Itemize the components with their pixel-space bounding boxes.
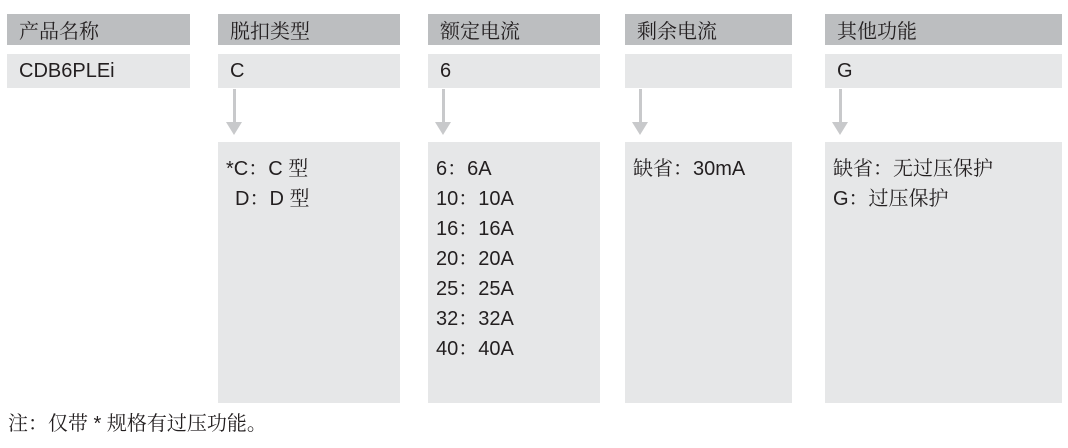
arrow-shaft xyxy=(442,89,445,122)
arrow-head xyxy=(226,122,242,135)
options-box-other-functions xyxy=(825,142,1062,403)
option-item: 6：6A xyxy=(436,158,492,180)
header-cell-residual-current xyxy=(625,14,792,45)
option-item: 40：40A xyxy=(436,338,514,360)
header-label-product-name: 产品名称 xyxy=(19,21,99,43)
down-arrow-icon xyxy=(832,89,848,135)
value-cell-product-name xyxy=(7,54,190,88)
option-item: 10：10A xyxy=(436,188,514,210)
value-other-functions: G xyxy=(837,59,853,82)
footnote: 注：仅带 * 规格有过压功能。 xyxy=(8,413,267,435)
arrow-head xyxy=(632,122,648,135)
value-trip-type: C xyxy=(230,59,245,82)
header-label-trip-type: 脱扣类型 xyxy=(230,21,310,43)
header-cell-product-name xyxy=(7,14,190,45)
value-cell-other-functions xyxy=(825,54,1062,88)
header-label-rated-current: 额定电流 xyxy=(440,21,520,43)
header-cell-rated-current xyxy=(428,14,600,45)
options-box-trip-type xyxy=(218,142,400,403)
arrow-head xyxy=(435,122,451,135)
value-rated-current: 6 xyxy=(440,59,452,82)
option-item: D：D 型 xyxy=(235,188,310,210)
option-item: 缺省：无过压保护 xyxy=(833,158,993,180)
value-cell-rated-current xyxy=(428,54,600,88)
arrow-shaft xyxy=(839,89,842,122)
value-cell-residual-current xyxy=(625,54,792,88)
value-cell-trip-type xyxy=(218,54,400,88)
option-item: 缺省：30mA xyxy=(633,158,746,180)
header-cell-trip-type xyxy=(218,14,400,45)
options-box-rated-current xyxy=(428,142,600,403)
arrow-shaft xyxy=(639,89,642,122)
option-item: G：过压保护 xyxy=(833,188,949,210)
arrow-head xyxy=(832,122,848,135)
option-item: 20：20A xyxy=(436,248,514,270)
option-item: 32：32A xyxy=(436,308,514,330)
down-arrow-icon xyxy=(435,89,451,135)
header-cell-other-functions xyxy=(825,14,1062,45)
header-label-other-functions: 其他功能 xyxy=(837,21,917,43)
option-item: 25：25A xyxy=(436,278,514,300)
value-product-name: CDB6PLEi xyxy=(19,59,115,82)
down-arrow-icon xyxy=(226,89,242,135)
options-box-residual-current xyxy=(625,142,792,403)
option-item: 16：16A xyxy=(436,218,514,240)
header-label-residual-current: 剩余电流 xyxy=(637,21,717,43)
down-arrow-icon xyxy=(632,89,648,135)
option-item: *C：C 型 xyxy=(226,158,309,180)
arrow-shaft xyxy=(233,89,236,122)
